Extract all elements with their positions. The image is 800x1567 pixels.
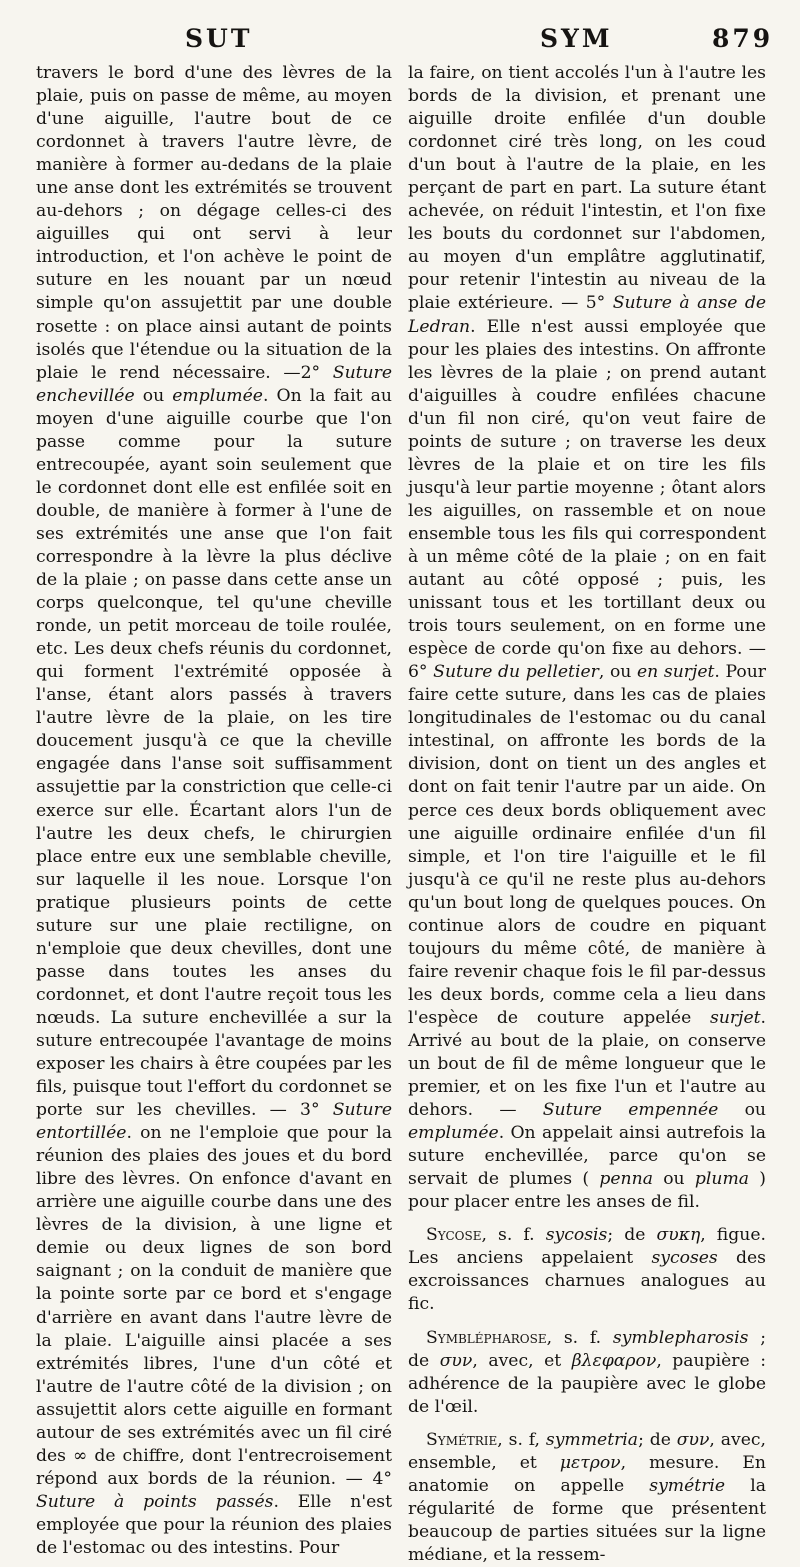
term-suture-entortillee: Suture entortillée	[36, 1100, 392, 1144]
greek-syn-2: συν	[676, 1429, 710, 1450]
entry-symblepharose: Symblépharose, s. f. symblepharosis ; de συν, avec, et βλεφαρον, paupière : adhérence de la paupière avec le globe de l'œil.	[408, 1327, 767, 1417]
term-suture-points-passes: Suture à points passés	[36, 1491, 274, 1512]
running-head-right: SYM	[540, 24, 613, 53]
term-surjet: surjet	[710, 1007, 761, 1028]
latin-symmetria: symmetria	[545, 1429, 639, 1450]
entry-spacer	[408, 1419, 766, 1427]
greek-blepharon: βλεφαρον	[571, 1350, 657, 1371]
term-emplumee-2: emplumée	[408, 1123, 499, 1144]
term-emplumee: emplumée	[172, 385, 263, 406]
term-penna: penna	[599, 1169, 653, 1190]
page-number: 879	[712, 24, 774, 53]
term-suture-enchevillee: Suture enchevillée	[36, 362, 393, 406]
right-column	[408, 62, 766, 1567]
greek-metron: μετρον	[559, 1452, 621, 1473]
left-column	[36, 62, 392, 1560]
greek-syn: συν	[439, 1350, 473, 1371]
term-en-surjet: en surjet	[637, 662, 715, 683]
term-suture-pelletier: Suture du pelletier	[433, 662, 599, 683]
entry-spacer	[408, 1317, 766, 1325]
entry-sycose: Sycose, s. f. sycosis; de συκη, figue. Les anciens appelaient sycoses des excroissances charnues analogues au fic.	[408, 1225, 766, 1315]
running-head-left: SUT	[185, 24, 253, 53]
entry-spacer	[408, 1214, 766, 1222]
term-suture-anse-ledran: Suture à anse de Ledran	[408, 293, 766, 337]
suture-text-continued: travers le bord d'une des lèvres de la plaie, puis on passe de même, au moyen d'une aiguille, l'autre bout de ce cordonnet à travers l'autre lèvre, de manière à former au-dedans de la plaie une anse dont les extrémités se trouvent au-dehors ; on dégage celles-ci des aiguilles qui ont servi à leur introduction, et l'on achève le point de suture en les nouant par un nœud simple qu'on assujettit par une double rosette : on place ainsi autant de points isolés que l'étendue ou la situation de la plaie le rend nécessaire. —2° Suture enchevillée ou emplumée. On la fait au moyen d'une aiguille courbe que l'on passe comme pour la suture entrecoupée, ayant soin seulement que le cordonnet dont elle est enfilée soit en double, de manière à former à l'une de ses extrémités une anse que l'on fait correspondre à la lèvre la plus déclive de la plaie ; on passe dans cette anse un corps quelconque, tel qu'une cheville ronde, un petit morceau de toile roulée, etc. Les deux chefs réunis du cordonnet, qui forment l'extrémité opposée à l'anse, étant alors passés à travers l'autre lèvre de la plaie, on les tire doucement jusqu'à ce que la cheville engagée dans l'anse soit suffisamment assujettie par la constriction que celle-ci exerce sur elle. Écartant alors l'un de l'autre les deux chefs, le chirurgien place entre eux une semblable cheville, sur laquelle il les noue. Lorsque l'on pratique plusieurs points de cette suture sur une plaie rectiligne, on n'emploie que deux chevilles, dont une passe dans toutes les anses du cordonnet, et dont l'autre reçoit tous les nœuds. La suture enchevillée a sur la suture entrecoupée l'avantage de moins exposer les chairs à être coupées par les fils, puisque tout l'effort du cordonnet se porte sur les chevilles. — 3° Suture entortillée. on ne l'emploie que pour la réunion des plaies des joues et du bord libre des lèvres. On enfonce d'avant en arrière une aiguille courbe dans une des lèvres de la division, à une ligne et demie ou deux lignes de son bord saignant ; on la conduit de manière que la pointe sorte par ce bord et s'engage d'arrière en avant dans l'autre lèvre de la plaie. L'aiguille ainsi placée a ses extrémités libres, l'une d'un côté et l'autre de l'autre côté de la division ; on assujettit alors cette aiguille en formant autour de ses extrémités avec un fil ciré des ∞ de chiffre, dont l'entrecroisement répond aux bords de la réunion. — 4° Suture à points passés. Elle n'est employée que pour la réunion des plaies de l'estomac ou des intestins. Pour	[36, 63, 393, 1558]
term-sycoses: sycoses	[651, 1248, 718, 1269]
term-pluma: pluma	[694, 1169, 750, 1190]
headword-symblepharose: Symblépharose	[426, 1327, 547, 1348]
entry-symetrie: Symétrie, s. f, symmetria; de συν, avec, ensemble, et μετρον, mesure. En anatomie on appelle symétrie la régularité de forme que présentent beaucoup de parties situées sur la ligne médiane, et la ressem-	[408, 1429, 767, 1565]
headword-sycose: Sycose	[426, 1225, 482, 1246]
latin-symblepharosis: symblepharosis	[612, 1327, 749, 1348]
latin-sycosis: sycosis	[545, 1225, 608, 1246]
infinity-symbol: ∞	[73, 1445, 88, 1466]
term-suture-empennee: Suture empennée	[542, 1100, 719, 1121]
term-symetrie: symétrie	[649, 1475, 726, 1496]
headword-symetrie: Symétrie	[426, 1429, 498, 1450]
suture-text-continued-right: la faire, on tient accolés l'un à l'autre les bords de la division, et prenant une aiguille droite enfilée d'un double cordonnet ciré très long, on les coud d'un bout à l'autre de la plaie, en les perçant de part en part. La suture étant achevée, on réduit l'intestin, et l'on fixe les bouts du cordonnet sur l'abdomen, au moyen d'un emplâtre agglutinatif, pour retenir l'intestin au niveau de la plaie extérieure. — 5° Suture à anse de Ledran. Elle n'est aussi employée que pour les plaies des intestins. On affronte les lèvres de la plaie ; on prend autant d'aiguilles à coudre enfilées chacune d'un fil non ciré, qu'on veut faire de points de suture ; on traverse les deux lèvres de la plaie et on tire les fils jusqu'à leur partie moyenne ; ôtant alors les aiguilles, on rassemble et on noue ensemble tous les fils qui correspondent à un même côté de la plaie ; on en fait autant au côté opposé ; puis, les unissant tous et les tortillant deux ou trois tours seulement, on en forme une espèce de corde qu'on fixe au dehors. — 6° Suture du pelletier, ou en surjet. Pour faire cette suture, dans les cas de plaies longitudinales de l'estomac ou du canal intestinal, on affronte les bords de la division, dont on tient un des angles et dont on fait tenir l'autre par un aide. On perce ces deux bords obliquement avec une aiguille ordinaire enfilée d'un fil simple, et l'on tire l'aiguille et le fil jusqu'à ce qu'il ne reste plus au-dehors qu'un bout long de quelques pouces. On continue alors de coudre en piquant toujours du même côté, de manière à faire revenir chaque fois le fil par-dessus les deux bords, comme cela a lieu dans l'espèce de couture appelée surjet. Arrivé au bout de la plaie, on conserve un bout de fil de même longueur que le premier, et on les fixe l'un et l'autre au dehors. — Suture empennée ou emplumée. On appelait ainsi autrefois la suture enchevillée, parce qu'on se servait de plumes ( penna ou pluma ) pour placer entre les anses de fil.	[408, 63, 767, 1213]
greek-syke: συκη	[656, 1225, 701, 1246]
